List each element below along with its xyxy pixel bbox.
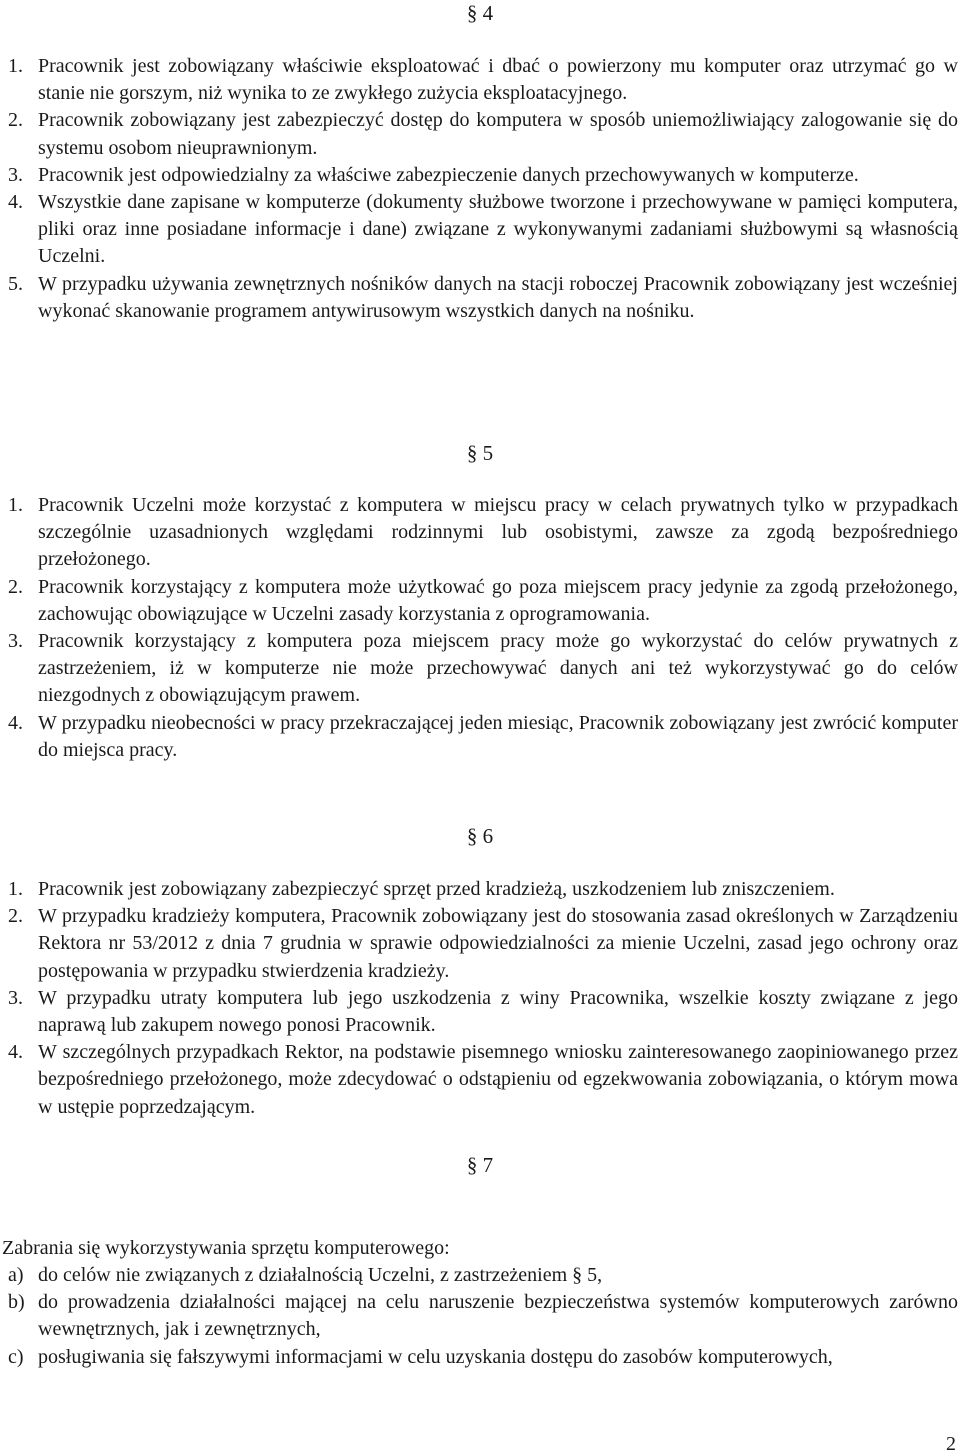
list-item-number: 3. — [8, 163, 23, 186]
list-item — [8, 1289, 958, 1343]
list-item-number: 2. — [8, 905, 23, 928]
section-6-list — [8, 876, 958, 1121]
list-item-text: Pracownik jest odpowiedzialny za właściwe zabezpieczenie danych przechowywanych w komputerze. — [38, 163, 859, 186]
list-item — [8, 628, 958, 710]
list-item-text: do prowadzenia działalności mającej na celu naruszenie bezpieczeństwa systemów komputerowych zarówno wewnętrznych, jak i zewnętrznych, — [38, 1291, 958, 1341]
section-4-heading: § 4 — [466, 1, 494, 25]
list-item-text: Pracownik jest zobowiązany zabezpieczyć sprzęt przed kradzieżą, uszkodzeniem lub zniszczeniem. — [38, 878, 835, 900]
list-item-number: c) — [8, 1345, 24, 1368]
list-item-number: 3. — [8, 986, 23, 1009]
list-item-number: 4. — [8, 191, 23, 214]
list-item — [8, 492, 958, 574]
list-item-text: W przypadku używania zewnętrznych nośników danych na stacji roboczej Pracownik zobowiązany jest wcześniej wykonać skanowanie programem antywirusowym wszystkich danych na nośniku. — [38, 272, 958, 322]
list-item — [8, 53, 958, 107]
list-item-number: 2. — [8, 109, 23, 132]
list-item — [8, 162, 958, 189]
list-item — [8, 903, 958, 985]
section-7-heading: § 7 — [466, 1153, 494, 1177]
list-item-text: W przypadku nieobecności w pracy przekraczającej jeden miesiąc, Pracownik zobowiązany jest zwrócić komputer do miejsca pracy. — [38, 711, 958, 761]
list-item-number: 1. — [8, 494, 23, 516]
list-item — [8, 710, 958, 764]
list-item — [8, 271, 958, 325]
section-7-intro: Zabrania się wykorzystywania sprzętu komputerowego: — [2, 1237, 450, 1259]
list-item-text: W przypadku kradzieży komputera, Pracownik zobowiązany jest do stosowania zasad określonych w Zarządzeniu Rektora nr 53/2012 z dnia 7 grudnia w sprawie odpowiedzialności za mienie Uczelni, zasad jego ochrony oraz postępowania w przypadku stwierdzenia kradzieży. — [38, 905, 958, 982]
list-item — [8, 1344, 958, 1371]
list-item-number: 1. — [8, 55, 23, 77]
list-item-number: 3. — [8, 630, 23, 653]
list-item-number: a) — [8, 1264, 24, 1286]
list-item — [8, 876, 958, 903]
list-item-number: 5. — [8, 272, 23, 295]
list-item-text: posługiwania się fałszywymi informacjami w celu uzyskania dostępu do zasobów komputerowych, — [38, 1345, 833, 1368]
list-item-number: 1. — [8, 878, 23, 900]
list-item-text: Pracownik jest zobowiązany właściwie eksploatować i dbać o powierzony mu komputer oraz utrzymać go w stanie nie gorszym, niż wynika to ze zwykłego zużycia eksploatacyjnego. — [38, 55, 958, 105]
list-item — [8, 107, 958, 161]
page-number: 2 — [946, 1433, 956, 1455]
list-item-text: Pracownik zobowiązany jest zabezpieczyć dostęp do komputera w sposób uniemożliwiający zalogowanie się do systemu osobom nieuprawnionym. — [38, 109, 958, 159]
list-item-text: W przypadku utraty komputera lub jego uszkodzenia z winy Pracownika, wszelkie koszty związane z jego naprawą lub zakupem nowego ponosi Pracownik. — [38, 986, 958, 1037]
section-5-heading: § 5 — [466, 441, 494, 465]
section-5-list — [8, 492, 958, 764]
list-item-text: Pracownik korzystający z komputera poza miejscem pracy może go wykorzystać do celów prywatnych z zastrzeżeniem, iż w komputerze nie może przechowywać danych ani też wykorzystywać go do celów niezgodnych z obowiązującym prawem. — [38, 630, 958, 707]
list-item-text: do celów nie związanych z działalnością Uczelni, z zastrzeżeniem § 5, — [38, 1264, 603, 1286]
list-item-number: b) — [8, 1291, 25, 1314]
list-item-text: Pracownik Uczelni może korzystać z komputera w miejscu pracy w celach prywatnych tylko w przypadkach szczególnie uzasadnionych względami rodzinnymi lub osobistymi, zawsze za zgodą bezpośredniego przełożonego. — [38, 494, 958, 571]
section-6-heading: § 6 — [466, 824, 494, 848]
list-item — [8, 189, 958, 271]
list-item-text: Pracownik korzystający z komputera może użytkować go poza miejscem pracy jedynie za zgodą przełożonego, zachowując obowiązujące w Uczelni zasady korzystania z oprogramowania. — [38, 575, 958, 625]
list-item-number: 4. — [8, 711, 23, 734]
list-item — [8, 574, 958, 628]
list-item-text: W szczególnych przypadkach Rektor, na podstawie pisemnego wniosku zainteresowanego zaopiniowanego przez bezpośredniego przełożonego, może zdecydować o odstąpieniu od egzekwowania zobowiązania, o którym mowa w ustępie poprzedzającym. — [38, 1041, 958, 1118]
list-item — [8, 1262, 958, 1289]
section-7-list — [8, 1262, 958, 1371]
list-item — [8, 985, 958, 1039]
list-item-number: 4. — [8, 1041, 23, 1064]
list-item-number: 2. — [8, 575, 23, 598]
list-item — [8, 1039, 958, 1121]
list-item-text: Wszystkie dane zapisane w komputerze (dokumenty służbowe tworzone i przechowywane w pamięci komputera, pliki oraz inne posiadane informacje i dane) związane z wykonywanymi zadaniami służbowymi są własnością Uczelni. — [38, 191, 958, 268]
section-4-list — [8, 53, 958, 325]
